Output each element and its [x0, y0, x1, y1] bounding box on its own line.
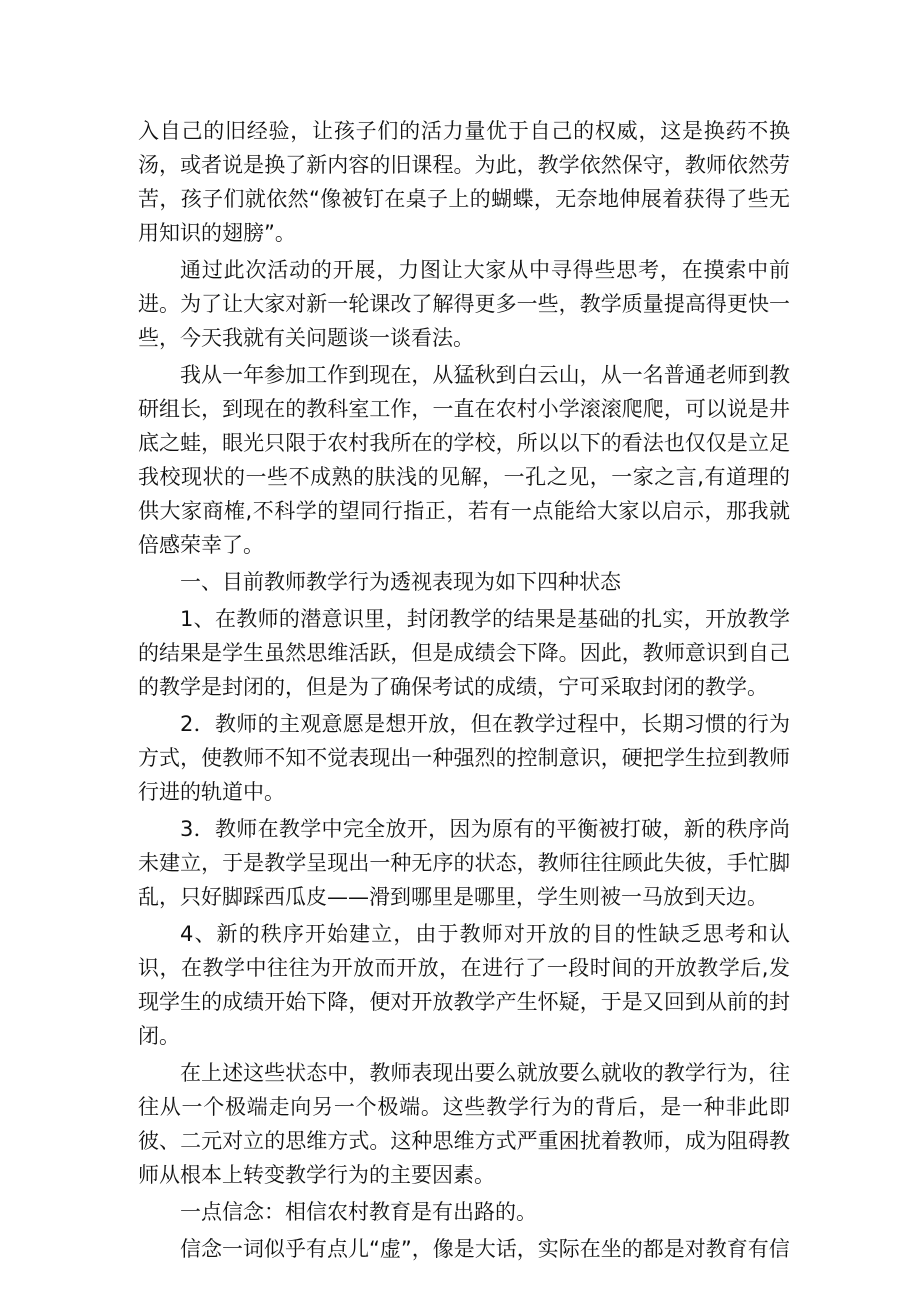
- belief-heading: 一点信念：相信农村教育是有出路的。: [180, 1200, 537, 1224]
- paragraph-background: 我从一年参加工作到现在，从猛秋到白云山，从一名普通老师到教研组长，到现在的教科室工作，一直在农村小学滚滚爬爬，可以说是井底之蛙，眼光只限于农村我所在的学校，所以以下的看法也仅仅是立足我校现状的一些不成熟的肤浅的见解，一孔之见，一家之言,有道理的供大家商榷,不科学的望同行指正，若有一点能给大家以启示，那我就倍感荣幸了。: [138, 363, 790, 557]
- list-item-2: 2．教师的主观意愿是想开放，但在教学过程中，长期习惯的行为方式，使教师不知不觉表现出一种强烈的控制意识，硬把学生拉到教师行进的轨道中。: [138, 712, 790, 804]
- list-item-1: 1、在教师的潜意识里，封闭教学的结果是基础的扎实，开放教学的结果是学生虽然思维活跃，但是成绩会下降。因此，教师意识到自己的教学是封闭的，但是为了确保考试的成绩，宁可采取封闭的教学。: [138, 607, 790, 699]
- paragraph-belief: 信念一词似乎有点儿“虚”，像是大话，实际在坐的都是对教育有信: [180, 1237, 790, 1261]
- document-body: [138, 114, 790, 1269]
- list-item-4: 4、新的秩序开始建立，由于教师对开放的目的性缺乏思考和认识，在教学中往往为开放而开放，在进行了一段时间的开放教学后,发现学生的成绩开始下降，便对开放教学产生怀疑，于是又回到从前的封闭。: [138, 922, 790, 1048]
- section-heading: 一、目前教师教学行为透视表现为如下四种状态: [180, 570, 621, 594]
- paragraph-summary: 在上述这些状态中，教师表现出要么就放要么就收的教学行为，往往从一个极端走向另一个极端。这些教学行为的背后，是一种非此即彼、二元对立的思维方式。这种思维方式严重困扰着教师，成为阻碍教师从根本上转变教学行为的主要因素。: [138, 1061, 790, 1187]
- paragraph-continued: 入自己的旧经验，让孩子们的活力量优于自己的权威，这是换药不换汤，或者说是换了新内容的旧课程。为此，教学依然保守，教师依然劳苦，孩子们就依然“像被钉在桌子上的蝴蝶，无奈地伸展着获得了些无用知识的翅膀”。: [138, 119, 790, 245]
- paragraph-intro: 通过此次活动的开展，力图让大家从中寻得些思考，在摸索中前进。为了让大家对新一轮课改了解得更多一些，教学质量提高得更快一些，今天我就有关问题谈一谈看法。: [138, 258, 790, 350]
- list-item-3: 3．教师在教学中完全放开，因为原有的平衡被打破，新的秩序尚未建立，于是教学呈现出一种无序的状态，教师往往顾此失彼，手忙脚乱，只好脚踩西瓜皮——滑到哪里是哪里，学生则被一马放到天边。: [138, 817, 790, 909]
